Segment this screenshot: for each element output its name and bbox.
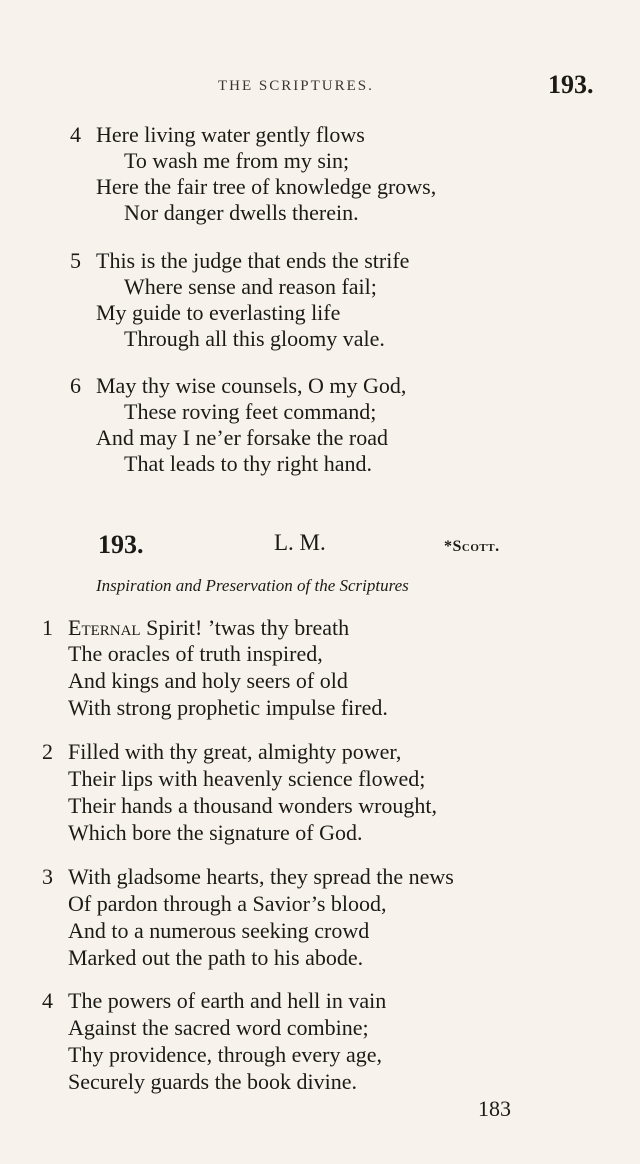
verse-line: Of pardon through a Savior’s blood, (68, 891, 387, 916)
verse-line: This is the judge that ends the strife (96, 248, 410, 273)
verse-line: Here living water gently flows (96, 122, 365, 147)
verse-line: Their lips with heavenly science flowed; (68, 766, 426, 791)
verse-line: Against the sacred word combine; (68, 1015, 369, 1040)
stanza-number: 5 (70, 248, 81, 273)
verse-line: Where sense and reason fail; (124, 274, 377, 299)
verse-line: Marked out the path to his abode. (68, 945, 364, 970)
verse-line: And may I ne’er forsake the road (96, 425, 388, 450)
verse-line: Securely guards the book divine. (68, 1069, 357, 1094)
verse-line: And to a numerous seeking crowd (68, 918, 370, 943)
hymn-author: *Scott. (444, 538, 500, 555)
stanza-number: 4 (70, 122, 81, 147)
folio-number: 183 (478, 1096, 511, 1121)
verse-line: With strong prophetic impulse fired. (68, 695, 388, 720)
verse-line: The powers of earth and hell in vain (68, 988, 387, 1013)
verse-line-first (68, 615, 349, 641)
verse-line: My guide to everlasting life (96, 300, 341, 325)
verse-line: Thy providence, through every age, (68, 1042, 382, 1067)
verse-line: Filled with thy great, almighty power, (68, 739, 402, 764)
verse-line: The oracles of truth inspired, (68, 641, 323, 666)
verse-line: With gladsome hearts, they spread the news (68, 864, 454, 889)
running-page-number: 193. (548, 70, 594, 99)
verse-line: Nor danger dwells therein. (124, 200, 359, 225)
verse-line: Here the fair tree of knowledge grows, (96, 174, 437, 199)
hymn-subtitle: Inspiration and Preservation of the Scriptures (96, 576, 409, 595)
hymn-number: 193. (98, 530, 144, 559)
verse-line: That leads to thy right hand. (124, 451, 373, 476)
running-title: THE SCRIPTURES. (218, 78, 374, 94)
stanza-number: 3 (42, 864, 53, 889)
stanza-number: 1 (42, 615, 53, 640)
verse-line: May thy wise counsels, O my God, (96, 373, 407, 398)
verse-line: To wash me from my sin; (124, 148, 350, 173)
first-line-rest: Spirit! ’twas thy breath (140, 615, 350, 640)
verse-line: And kings and holy seers of old (68, 668, 348, 693)
hymn-heading (0, 530, 640, 564)
stanza-number: 6 (70, 373, 81, 398)
drop-word: Eternal (68, 615, 141, 640)
verse-line: Through all this gloomy vale. (124, 326, 385, 351)
verse-line: These roving feet command; (124, 399, 377, 424)
stanza-number: 2 (42, 739, 53, 764)
stanza-number: 4 (42, 988, 53, 1013)
verse-line: Which bore the signature of God. (68, 820, 363, 845)
verse-line: Their hands a thousand wonders wrought, (68, 793, 438, 818)
running-head (0, 70, 640, 104)
hymn-meter: L. M. (274, 530, 326, 555)
